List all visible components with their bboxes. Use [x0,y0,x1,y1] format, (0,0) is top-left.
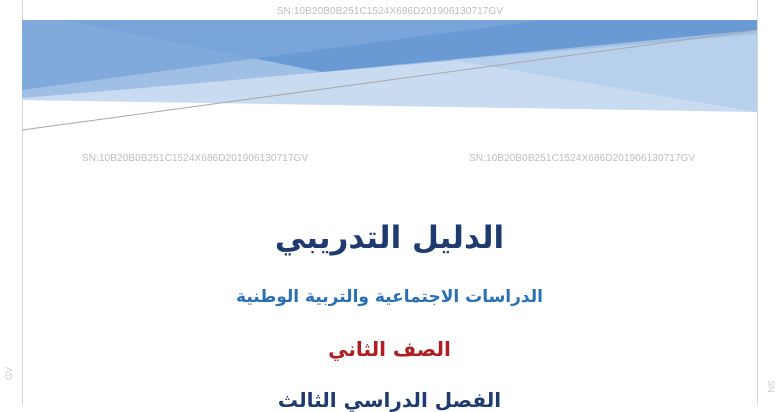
page-edge-right [757,0,758,405]
term-title: الفصل الدراسي الثالث [277,388,502,412]
grade-title: الصف الثاني [328,337,451,361]
serial-number-left: SN:10B20B0B251C1524X686D201906130717GV [82,153,309,164]
serial-number-right: SN:10B20B0B251C1524X686D201906130717GV [469,153,696,164]
side-serial-left: GV [4,366,14,380]
header-banner [22,20,757,140]
main-title: الدليل التدريبي [274,220,505,256]
serial-number-top: SN:10B20B0B251C1524X686D201906130717GV [276,6,504,17]
subject-title: الدراسات الاجتماعية والتربية الوطنية [236,287,543,307]
side-serial-right: SN [766,380,776,393]
